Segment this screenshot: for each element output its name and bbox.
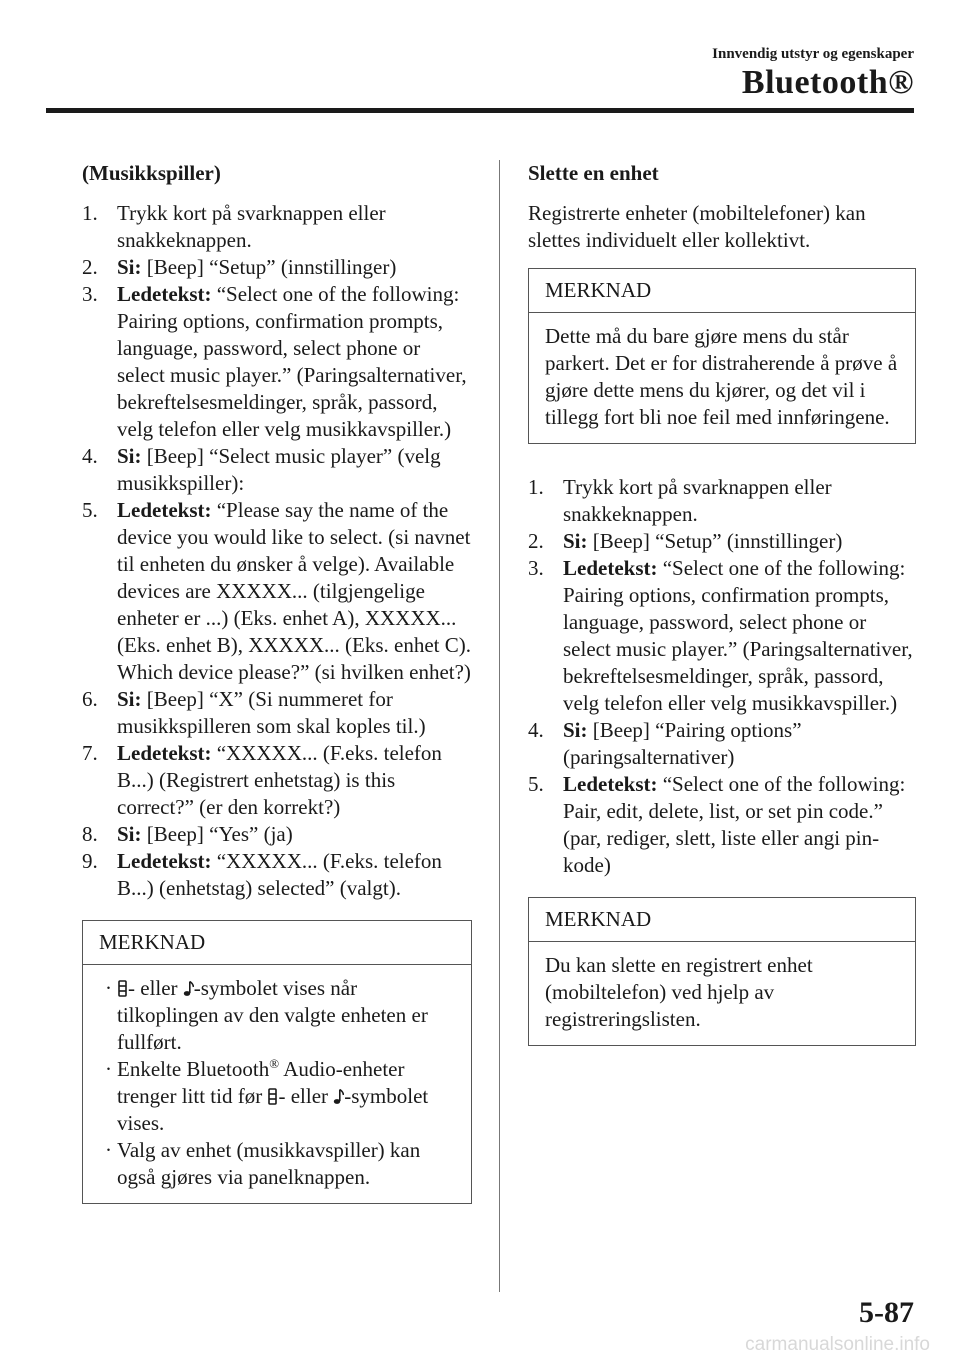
- step-number: 6.: [82, 687, 98, 711]
- note-body: Dette må du bare gjøre mens du står parkert. Det er for distraherende å prøve å gjøre dette mens du kjører, og det vil i tillegg fort bli noe feil med innføringene.: [545, 324, 898, 429]
- note-text: Enkelte Bluetooth: [117, 1057, 270, 1081]
- note-body: [83, 965, 471, 1203]
- bullet-dot: ·: [105, 1057, 112, 1081]
- note-title: MERKNAD: [529, 898, 915, 942]
- list-item: [99, 1137, 455, 1191]
- step-number: 4.: [82, 444, 98, 468]
- watermark: carmanualsonline.info: [745, 1334, 930, 1355]
- note-bullet-list: [99, 975, 455, 1191]
- registered-mark: ®: [269, 1056, 280, 1071]
- note-text: - eller: [128, 976, 183, 1000]
- list-item: [82, 497, 472, 686]
- list-item: [82, 281, 472, 443]
- step-text: “Select one of the following: Pairing options, confirmation prompts, language, password, select phone or select music player.” (Paringsalternativer, bekreftelsesmeldinger, språk, passord, velg telefon eller velg musikkavspiller.): [563, 556, 913, 715]
- step-number: 8.: [82, 822, 98, 846]
- step-text: [Beep] “Yes” (ja): [141, 822, 293, 846]
- step-text: “XXXXX... (F.eks. telefon B...) (enhetstag) selected” (valgt).: [117, 849, 442, 900]
- note-text: - eller: [278, 1084, 334, 1108]
- header-rule: [46, 108, 914, 113]
- step-label: Ledetekst:: [563, 556, 658, 580]
- intro-paragraph: Registrerte enheter (mobiltelefoner) kan slettes individuelt eller kollektivt.: [528, 201, 866, 252]
- step-number: 2.: [528, 529, 544, 553]
- left-column: [82, 160, 472, 1204]
- list-item: [82, 443, 472, 497]
- music-note-icon: [333, 1088, 344, 1105]
- note-text: -symbolet vises.: [117, 1084, 429, 1135]
- section-heading-delete-device: Slette en enhet: [528, 161, 659, 185]
- step-text: “Select one of the following: Pair, edit, delete, list, or set pin code.” (par, rediger, slett, liste eller angi pin-kode): [563, 772, 906, 877]
- step-number: 3.: [82, 282, 98, 306]
- right-steps-list: [528, 474, 916, 879]
- note-text: Valg av enhet (musikkavspiller) kan også gjøres via panelknappen.: [117, 1138, 421, 1189]
- step-number: 1.: [528, 475, 544, 499]
- step-number: 1.: [82, 201, 98, 225]
- step-label: Ledetekst:: [117, 741, 212, 765]
- step-label: Si:: [117, 687, 142, 711]
- list-item: [82, 740, 472, 821]
- list-item: [528, 528, 916, 555]
- step-label: Si:: [117, 255, 142, 279]
- list-item: [99, 975, 455, 1056]
- note-text: Audio-enheter trenger litt tid før: [117, 1057, 405, 1108]
- header-section: Innvendig utstyr og egenskaper: [712, 46, 914, 62]
- list-item: [528, 771, 916, 879]
- step-number: 9.: [82, 849, 98, 873]
- step-label: Si:: [117, 444, 142, 468]
- list-item: [82, 848, 472, 902]
- note-body: Du kan slette en registrert enhet (mobiltelefon) ved hjelp av registreringslisten.: [545, 953, 813, 1031]
- list-item: [99, 1056, 455, 1137]
- step-number: 5.: [528, 772, 544, 796]
- step-number: 3.: [528, 556, 544, 580]
- page-title: Bluetooth®: [741, 64, 914, 101]
- music-note-icon: [183, 980, 194, 997]
- note-box: [528, 897, 916, 1046]
- step-text: Trykk kort på svarknappen eller snakkeknappen.: [563, 475, 832, 526]
- step-label: Ledetekst:: [563, 772, 658, 796]
- step-text: [Beep] “Setup” (innstillinger): [141, 255, 397, 279]
- step-number: 5.: [82, 498, 98, 522]
- step-text: “Please say the name of the device you would like to select. (si navnet til enheten du ønsker å velge). Available devices are XXXXX... (tilgjengelige enheter er ...) (Eks. enhet A), XXXXX... (Eks. enhet B), XXXXX... (Eks. enhet C). Which device please?” (si hvilken enhet?): [117, 498, 472, 684]
- list-item: [82, 254, 472, 281]
- right-column: [528, 160, 916, 1046]
- section-heading-music-player: (Musikkspiller): [82, 161, 221, 185]
- step-label: Ledetekst:: [117, 849, 212, 873]
- list-item: [82, 200, 472, 254]
- step-number: 7.: [82, 741, 98, 765]
- left-steps-list: [82, 200, 472, 902]
- step-label: Ledetekst:: [117, 498, 212, 522]
- column-divider: [499, 160, 500, 1292]
- note-box: [82, 920, 472, 1204]
- bullet-dot: ·: [105, 976, 112, 1000]
- note-title: MERKNAD: [529, 269, 915, 313]
- bullet-dot: ·: [105, 1138, 112, 1162]
- note-box: [528, 268, 916, 444]
- phone-battery-icon: [117, 980, 128, 997]
- note-text: -symbolet vises når tilkoplingen av den valgte enheten er fullført.: [117, 976, 428, 1054]
- step-label: Si:: [563, 529, 588, 553]
- step-text: [Beep] “X” (Si nummeret for musikkspilleren som skal koples til.): [117, 687, 426, 738]
- step-number: 2.: [82, 255, 98, 279]
- list-item: [528, 717, 916, 771]
- list-item: [528, 474, 916, 528]
- step-label: Si:: [563, 718, 588, 742]
- note-title: MERKNAD: [83, 921, 471, 965]
- step-text: [Beep] “Setup” (innstillinger): [587, 529, 843, 553]
- step-number: 4.: [528, 718, 544, 742]
- step-text: [Beep] “Select music player” (velg musikkspiller):: [117, 444, 441, 495]
- page-number: 5-87: [859, 1296, 914, 1329]
- list-item: [528, 555, 916, 717]
- step-label: Ledetekst:: [117, 282, 212, 306]
- step-text: Trykk kort på svarknappen eller snakkeknappen.: [117, 201, 386, 252]
- step-label: Si:: [117, 822, 142, 846]
- step-text: “XXXXX... (F.eks. telefon B...) (Registrert enhetstag) is this correct?” (er den korrekt?): [117, 741, 442, 819]
- list-item: [82, 686, 472, 740]
- step-text: [Beep] “Pairing options” (paringsalternativer): [563, 718, 802, 769]
- list-item: [82, 821, 472, 848]
- phone-battery-icon: [267, 1088, 278, 1105]
- step-text: “Select one of the following: Pairing options, confirmation prompts, language, password, select phone or select music player.” (Paringsalternativer, bekreftelsesmeldinger, språk, passord, velg telefon eller velg musikkavspiller.): [117, 282, 467, 441]
